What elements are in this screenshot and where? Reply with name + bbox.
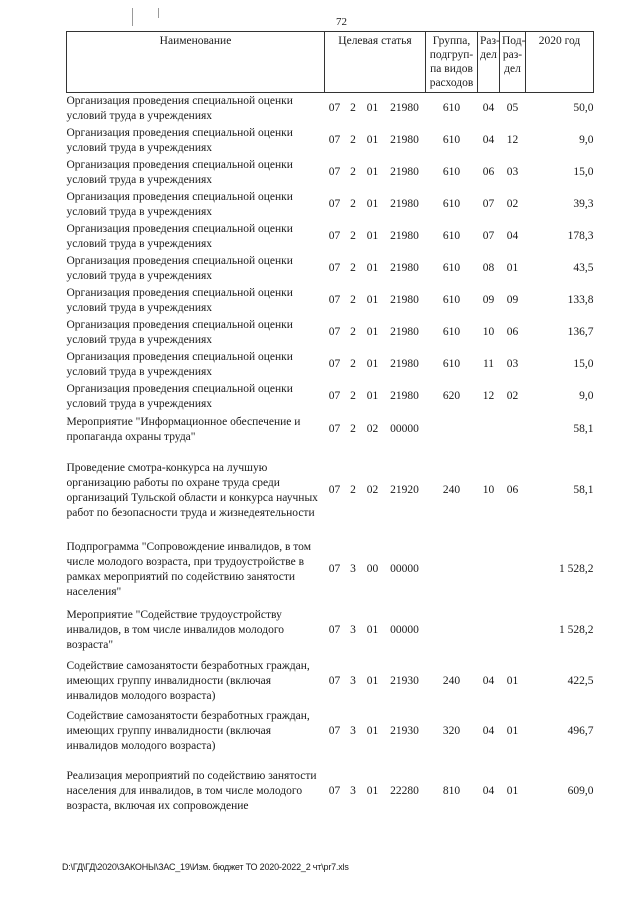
target-event: 01: [366, 675, 379, 687]
row-name: Организация проведения специальной оценки условий труда в учреждениях: [66, 158, 293, 186]
table-row: [67, 253, 594, 285]
row-name: Организация проведения специальной оценки условий труда в учреждениях: [66, 318, 293, 346]
section-code: 11: [482, 358, 495, 370]
expense-group: 610: [442, 230, 461, 242]
row-name: Содействие самозанятости безработных граждан, имеющих группу инвалидности (включая инвалидов молодого возраста): [66, 660, 310, 702]
expense-group: 610: [442, 294, 461, 306]
target-event: 01: [366, 262, 379, 274]
scan-mark: [158, 8, 159, 18]
subsection-code: 01: [506, 785, 519, 797]
target-subprogram: 3: [350, 785, 356, 797]
header-subsection: Под- раз- дел: [500, 32, 526, 93]
section-code: 10: [482, 326, 495, 338]
target-direction: 21980: [390, 166, 419, 178]
target-subprogram: 2: [350, 484, 356, 496]
header-section: Раз- дел: [478, 32, 500, 93]
subsection-code: 02: [506, 390, 519, 402]
target-program: 07: [328, 390, 341, 402]
section-code: [478, 535, 500, 605]
expense-group: 240: [442, 675, 461, 687]
row-name: Организация проведения специальной оценки условий труда в учреждениях: [66, 126, 293, 154]
target-direction: 21920: [390, 484, 419, 496]
section-code: [478, 605, 500, 657]
section-code: 04: [482, 102, 495, 115]
expense-group: [426, 605, 478, 657]
row-name: Организация проведения специальной оценки условий труда в учреждениях: [66, 286, 293, 314]
target-direction: 21980: [390, 102, 419, 115]
target-subprogram: 2: [350, 198, 356, 210]
target-direction: 21980: [390, 198, 419, 210]
target-program: 07: [328, 102, 341, 115]
amount-2020: 178,3: [567, 230, 594, 242]
section-code: 06: [482, 166, 495, 178]
section-code: 04: [482, 675, 495, 687]
expense-group: 610: [442, 326, 461, 338]
target-subprogram: 3: [350, 725, 356, 737]
target-program: 07: [328, 563, 341, 575]
target-program: 07: [328, 423, 341, 435]
table-row: [67, 413, 594, 447]
target-event: 02: [366, 484, 379, 496]
target-subprogram: 2: [350, 134, 356, 146]
subsection-code: 12: [506, 134, 519, 146]
table-body: [67, 93, 594, 827]
target-direction: 21980: [390, 326, 419, 338]
target-subprogram: 2: [350, 166, 356, 178]
section-code: 09: [482, 294, 495, 306]
target-program: 07: [328, 326, 341, 338]
subsection-code: 04: [506, 230, 519, 242]
amount-2020: 15,0: [573, 166, 594, 178]
table-row: [67, 707, 594, 757]
subsection-code: 09: [506, 294, 519, 306]
section-code: 04: [482, 725, 495, 737]
table-row: [67, 535, 594, 605]
header-target: Целевая статья: [325, 32, 426, 93]
amount-2020: 136,7: [567, 326, 594, 338]
target-event: 01: [366, 326, 379, 338]
expense-group: 610: [442, 262, 461, 274]
table-row: [67, 605, 594, 657]
row-name: Организация проведения специальной оценки условий труда в учреждениях: [66, 254, 293, 282]
table-row: [67, 285, 594, 317]
target-subprogram: 2: [350, 358, 356, 370]
header-year: 2020 год: [526, 32, 594, 93]
target-direction: 21930: [390, 725, 419, 737]
amount-2020: 1 528,2: [559, 563, 594, 575]
subsection-code: 01: [506, 675, 519, 687]
amount-2020: 58,1: [573, 484, 594, 496]
table-row: [67, 757, 594, 827]
target-direction: 21980: [390, 390, 419, 402]
subsection-code: 05: [506, 102, 519, 115]
amount-2020: 1 528,2: [559, 624, 594, 636]
table-row: [67, 93, 594, 125]
amount-2020: 15,0: [573, 358, 594, 370]
subsection-code: 03: [506, 358, 519, 370]
section-code: 10: [482, 484, 495, 496]
subsection-code: 06: [506, 326, 519, 338]
target-subprogram: 3: [350, 675, 356, 687]
amount-2020: 43,5: [573, 262, 594, 274]
target-direction: 00000: [390, 423, 419, 435]
row-name: Организация проведения специальной оценки условий труда в учреждениях: [66, 382, 293, 410]
row-name: Мероприятие "Информационное обеспечение и пропаганда охраны труда": [66, 415, 301, 443]
amount-2020: 58,1: [573, 423, 594, 435]
target-event: 01: [366, 785, 379, 797]
expense-group: 610: [442, 358, 461, 370]
target-event: 01: [366, 358, 379, 370]
target-event: 01: [366, 725, 379, 737]
target-program: 07: [328, 725, 341, 737]
scan-mark: [132, 8, 133, 26]
expense-group: 610: [442, 198, 461, 210]
target-event: 02: [366, 423, 379, 435]
target-program: 07: [328, 358, 341, 370]
amount-2020: 9,0: [579, 390, 594, 402]
target-program: 07: [328, 230, 341, 242]
row-name: Организация проведения специальной оценки условий труда в учреждениях: [66, 350, 293, 378]
target-event: 00: [366, 563, 379, 575]
expense-group: 610: [442, 134, 461, 146]
expense-group: [426, 535, 478, 605]
target-program: 07: [328, 785, 341, 797]
subsection-code: [500, 605, 526, 657]
target-event: 01: [366, 294, 379, 306]
subsection-code: 03: [506, 166, 519, 178]
section-code: 07: [482, 230, 495, 242]
target-direction: 00000: [390, 563, 419, 575]
expense-group: 240: [442, 484, 461, 496]
amount-2020: 39,3: [573, 198, 594, 210]
target-direction: 22280: [390, 785, 419, 797]
expense-group: 610: [442, 166, 461, 178]
target-direction: 21930: [390, 675, 419, 687]
row-name: Организация проведения специальной оценки условий труда в учреждениях: [66, 94, 293, 122]
expense-group: 320: [442, 725, 461, 737]
target-subprogram: 2: [350, 390, 356, 402]
target-subprogram: 3: [350, 563, 356, 575]
amount-2020: 422,5: [567, 675, 594, 687]
section-code: 08: [482, 262, 495, 274]
subsection-code: [500, 535, 526, 605]
section-code: 04: [482, 785, 495, 797]
target-program: 07: [328, 166, 341, 178]
target-event: 01: [366, 624, 379, 636]
target-program: 07: [328, 484, 341, 496]
header-group: Группа, подгруп- па видов расходов: [426, 32, 478, 93]
section-code: 04: [482, 134, 495, 146]
target-direction: 21980: [390, 230, 419, 242]
target-subprogram: 2: [350, 326, 356, 338]
target-subprogram: 2: [350, 102, 356, 115]
target-direction: 21980: [390, 294, 419, 306]
expense-group: 610: [442, 102, 461, 115]
target-program: 07: [328, 624, 341, 636]
table-row: [67, 317, 594, 349]
row-name: Организация проведения специальной оценки условий труда в учреждениях: [66, 222, 293, 250]
section-code: 12: [482, 390, 495, 402]
amount-2020: 50,0: [573, 102, 594, 115]
table-row: [67, 381, 594, 413]
target-program: 07: [328, 262, 341, 274]
subsection-code: 02: [506, 198, 519, 210]
target-direction: 21980: [390, 262, 419, 274]
header-name: Наименование: [67, 32, 325, 93]
subsection-code: [500, 413, 526, 447]
target-subprogram: 2: [350, 423, 356, 435]
footer-path: D:\ГД\ГД\2020\ЗАКОНЫ\ЗАС_19\Изм. бюджет ТО 2020-2022_2 чт\pr7.xls: [62, 862, 349, 872]
section-code: [478, 413, 500, 447]
expense-group: 620: [442, 390, 461, 402]
row-name: Реализация мероприятий по содействию занятости населения для инвалидов, в том числе молодого возраста, включая их сопровождение: [66, 770, 317, 812]
table-row: [67, 657, 594, 707]
target-program: 07: [328, 675, 341, 687]
table-row: [67, 157, 594, 189]
target-event: 01: [366, 390, 379, 402]
target-program: 07: [328, 198, 341, 210]
row-name: Содействие самозанятости безработных граждан, имеющих группу инвалидности (включая инвалидов молодого возраста): [66, 710, 310, 752]
target-program: 07: [328, 294, 341, 306]
target-event: 01: [366, 198, 379, 210]
target-program: 07: [328, 134, 341, 146]
subsection-code: 01: [506, 262, 519, 274]
target-event: 01: [366, 230, 379, 242]
target-subprogram: 3: [350, 624, 356, 636]
table-header: [67, 32, 594, 93]
row-name: Подпрограмма "Сопровождение инвалидов, в том числе молодого возраста, при трудоустройстве в рамках мероприятий по содействию занятости населения": [66, 540, 311, 598]
amount-2020: 496,7: [567, 725, 594, 737]
target-event: 01: [366, 134, 379, 146]
section-code: 07: [482, 198, 495, 210]
target-subprogram: 2: [350, 294, 356, 306]
expense-group: [426, 413, 478, 447]
row-name: Мероприятие "Содействие трудоустройству инвалидов, в том числе инвалидов молодого возраста": [66, 609, 284, 651]
amount-2020: 133,8: [567, 294, 594, 306]
target-subprogram: 2: [350, 262, 356, 274]
table-row: [67, 125, 594, 157]
target-direction: 21980: [390, 134, 419, 146]
table-row: [67, 447, 594, 535]
expense-group: 810: [442, 785, 461, 797]
target-direction: 21980: [390, 358, 419, 370]
table-row: [67, 189, 594, 221]
table-row: [67, 221, 594, 253]
row-name: Проведение смотра-конкурса на лучшую организацию работы по охране труда среди организаций Тульской области и конкурса научных работ по безопасности труда и жизнедеятельности: [66, 461, 318, 519]
amount-2020: 609,0: [567, 785, 594, 797]
subsection-code: 01: [506, 725, 519, 737]
target-event: 01: [366, 166, 379, 178]
amount-2020: 9,0: [579, 134, 594, 146]
target-subprogram: 2: [350, 230, 356, 242]
row-name: Организация проведения специальной оценки условий труда в учреждениях: [66, 190, 293, 218]
target-direction: 00000: [390, 624, 419, 636]
subsection-code: 06: [506, 484, 519, 496]
table-row: [67, 349, 594, 381]
page-number: 72: [336, 16, 347, 28]
budget-table: [66, 31, 594, 827]
target-event: 01: [366, 102, 379, 115]
